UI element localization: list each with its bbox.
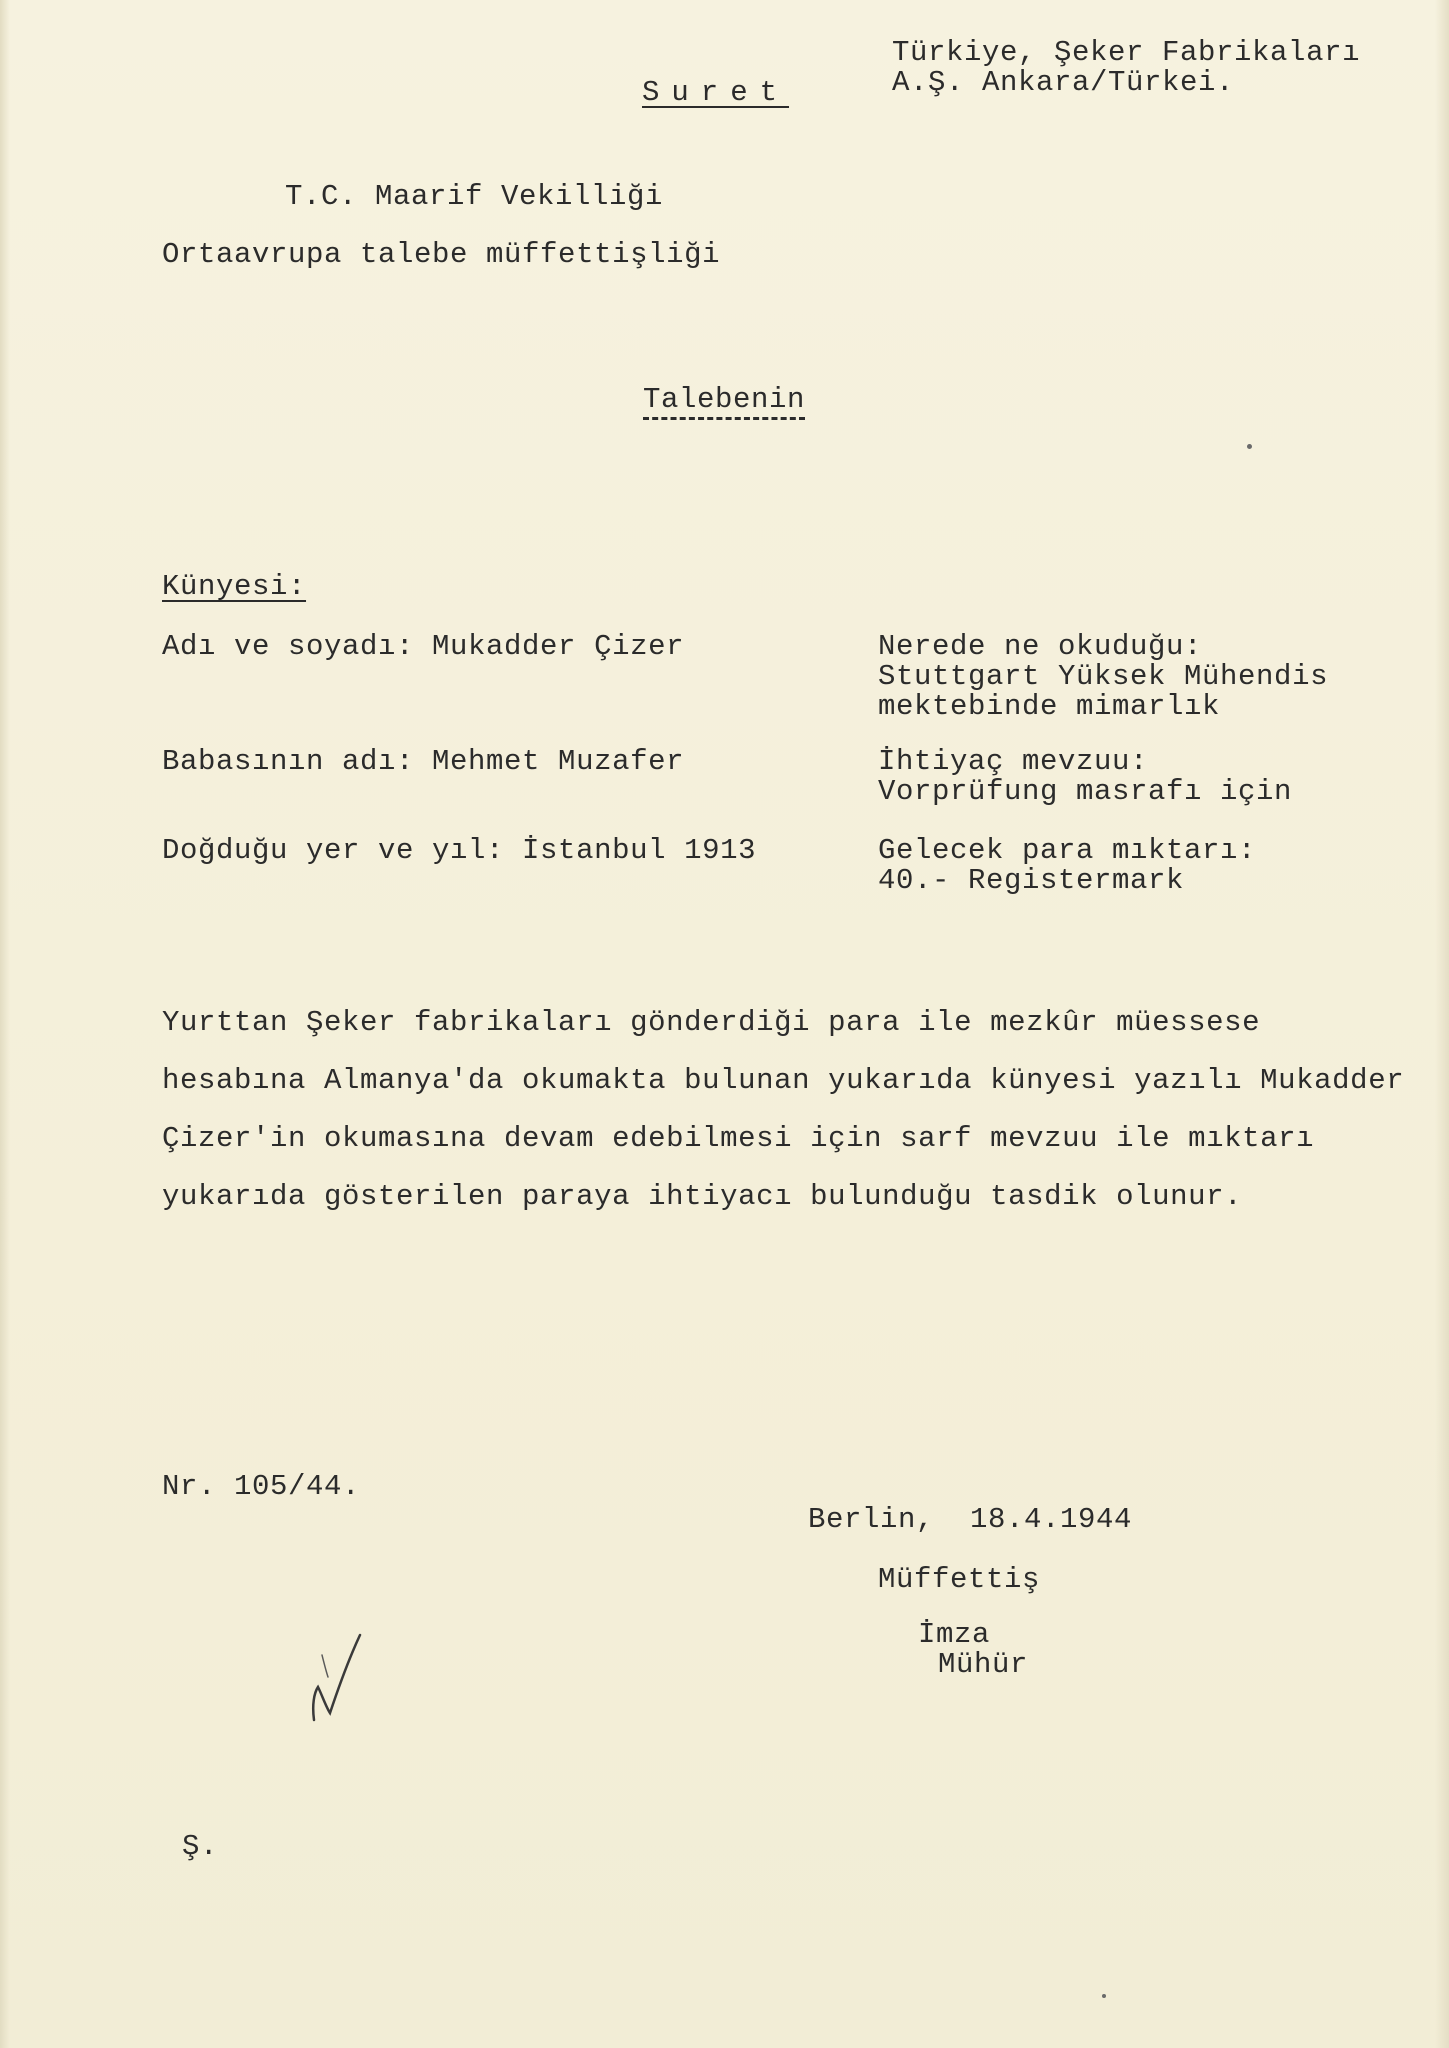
inspector-title: Müffettiş bbox=[878, 1563, 1041, 1596]
sender-line-1: Türkiye, Şeker Fabrikaları bbox=[892, 36, 1361, 69]
handwritten-initial-mark bbox=[300, 1615, 380, 1735]
field-name: Adı ve soyadı: Mukadder Çizer bbox=[162, 630, 685, 663]
signature-note: İmza bbox=[918, 1618, 991, 1651]
paper-speck bbox=[1102, 1994, 1106, 1998]
section-subheading: Künyesi: bbox=[162, 570, 307, 603]
sender-line-2: A.Ş. Ankara/Türkei. bbox=[892, 66, 1235, 99]
recipient-line-1: T.C. Maarif Vekilliği bbox=[285, 180, 664, 213]
field-amount-value: 40.- Registermark bbox=[878, 864, 1185, 897]
body-line-4: yukarıda gösterilen paraya ihtiyacı bulunduğu tasdik olunur. bbox=[162, 1180, 1243, 1213]
field-study-label: Nerede ne okuduğu: bbox=[878, 630, 1203, 663]
recipient-line-2: Ortaavrupa talebe müffettişliği bbox=[162, 238, 721, 271]
field-need-value: Vorprüfung masrafı için bbox=[878, 775, 1293, 808]
field-study-line-3: mektebinde mimarlık bbox=[878, 690, 1221, 723]
seal-note: Mühür bbox=[938, 1648, 1029, 1681]
document-number: Nr. 105/44. bbox=[162, 1470, 361, 1503]
section-heading: Talebenin bbox=[643, 385, 805, 420]
field-amount-label: Gelecek para mıktarı: bbox=[878, 834, 1257, 867]
field-father-name: Babasının adı: Mehmet Muzafer bbox=[162, 745, 685, 778]
paper-speck bbox=[1247, 444, 1252, 449]
typist-initial: Ş. bbox=[182, 1830, 219, 1863]
body-line-2: hesabına Almanya'da okumakta bulunan yukarıda künyesi yazılı Mukadder bbox=[162, 1064, 1405, 1097]
field-birth: Doğduğu yer ve yıl: İstanbul 1913 bbox=[162, 834, 757, 867]
paper-edge-right bbox=[1435, 0, 1449, 2048]
place-and-date: Berlin, 18.4.1944 bbox=[808, 1503, 1133, 1536]
document-title: Suret bbox=[642, 76, 790, 109]
field-need-label: İhtiyaç mevzuu: bbox=[878, 745, 1149, 778]
paper-edge-left bbox=[0, 0, 10, 2048]
field-study-line-2: Stuttgart Yüksek Mühendis bbox=[878, 660, 1329, 693]
body-line-1: Yurttan Şeker fabrikaları gönderdiği para ile mezkûr müessese bbox=[162, 1006, 1261, 1039]
body-line-3: Çizer'in okumasına devam edebilmesi için sarf mevzuu ile mıktarı bbox=[162, 1122, 1315, 1155]
